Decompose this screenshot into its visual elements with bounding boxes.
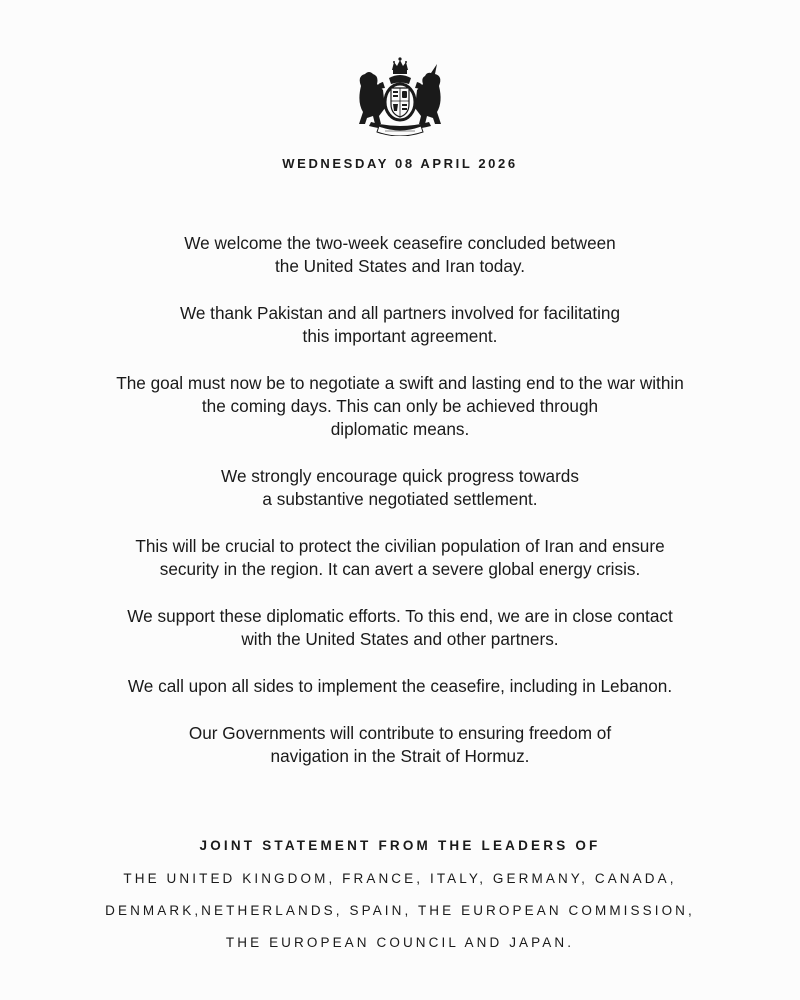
statement-paragraph-1 [0, 232, 800, 278]
signature-line: THE UNITED KINGDOM, FRANCE, ITALY, GERMANY, CANADA, [123, 871, 677, 886]
paragraph-line: with the United States and other partners. [241, 629, 559, 649]
statement-paragraph-3 [0, 372, 800, 441]
paragraph-line: Our Governments will contribute to ensuring freedom of [188, 723, 612, 743]
paragraph-line: The goal must now be to negotiate a swift and lasting end to the war within [116, 373, 684, 393]
royal-coat-of-arms-icon [353, 56, 447, 136]
statement-paragraph-6 [0, 605, 800, 651]
paragraph-line: this important agreement. [302, 326, 498, 346]
paragraph-line: We support these diplomatic efforts. To this end, we are in close contact [127, 606, 673, 626]
paragraph-line: security in the region. It can avert a severe global energy crisis. [159, 559, 641, 579]
paragraph-line: navigation in the Strait of Hormuz. [270, 746, 530, 766]
statement-body [0, 232, 800, 792]
statement-paragraph-7 [0, 675, 800, 698]
paragraph-line: We strongly encourage quick progress towards [221, 466, 579, 486]
signature-title: JOINT STATEMENT FROM THE LEADERS OF [199, 838, 601, 853]
paragraph-line: We call upon all sides to implement the ceasefire, including in Lebanon. [127, 676, 673, 696]
paragraph-line: We thank Pakistan and all partners involved for facilitating [179, 303, 621, 323]
statement-paragraph-2 [0, 302, 800, 348]
paragraph-line: We welcome the two-week ceasefire concluded between [184, 233, 616, 253]
paragraph-line: the United States and Iran today. [274, 256, 525, 276]
signature-line: THE EUROPEAN COUNCIL AND JAPAN. [225, 935, 575, 950]
paragraph-line: diplomatic means. [330, 419, 470, 439]
statement-paragraph-4 [0, 465, 800, 511]
statement-date: WEDNESDAY 08 APRIL 2026 [282, 156, 518, 171]
signature-line: DENMARK,NETHERLANDS, SPAIN, THE EUROPEAN COMMISSION, [105, 903, 695, 918]
paragraph-line: the coming days. This can only be achieved through [201, 396, 599, 416]
statement-paragraph-8 [0, 722, 800, 768]
statement-paragraph-5 [0, 535, 800, 581]
paragraph-line: a substantive negotiated settlement. [262, 489, 538, 509]
paragraph-line: This will be crucial to protect the civilian population of Iran and ensure [135, 536, 665, 556]
